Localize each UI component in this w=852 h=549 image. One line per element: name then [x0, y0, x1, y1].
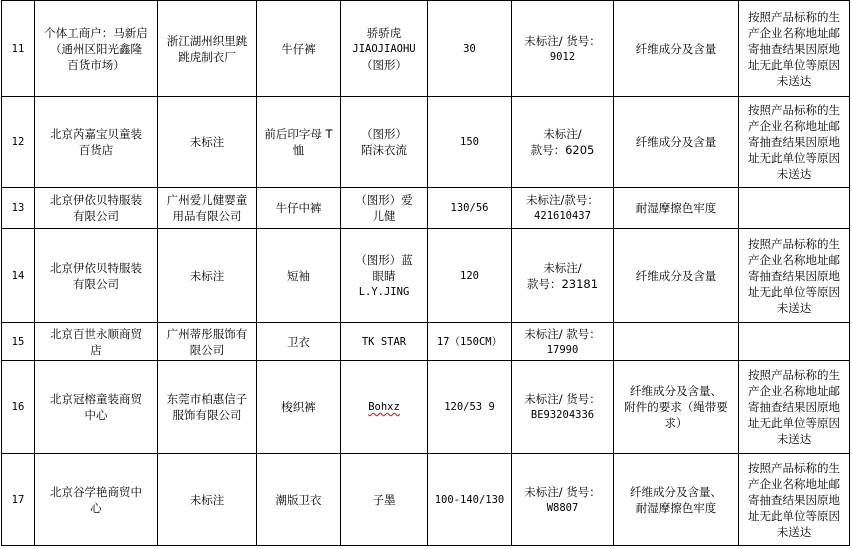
seller-name-text: 店	[90, 342, 102, 357]
batch-number-text: 17990	[546, 343, 579, 356]
spec-model-cell	[428, 454, 512, 546]
batch-number-cell	[512, 97, 614, 188]
remarks-cell	[739, 1, 850, 97]
batch-number-text: 未标注/款号：	[526, 193, 599, 207]
spec-model-text: 120/53 9	[444, 401, 495, 413]
nonconforming-item-text: 附件的要求（绳带要	[624, 400, 728, 414]
manufacturer-name-cell	[158, 229, 257, 323]
batch-number-text: 421610437	[534, 210, 591, 222]
brand-name-cell	[341, 361, 428, 454]
manufacturer-name-text: 未标注	[189, 268, 225, 283]
row-number-text: 13	[11, 202, 25, 214]
remarks-text: 寄抽查结果因原地	[748, 400, 840, 414]
spec-model-cell	[428, 97, 512, 188]
product-name-text: 恤	[292, 143, 305, 157]
table-row	[2, 323, 850, 361]
product-name-cell	[257, 361, 341, 454]
brand-name-text: 骄骄虎	[366, 25, 402, 40]
table-row	[2, 361, 850, 454]
remarks-cell	[739, 188, 850, 229]
batch-number-cell	[512, 323, 614, 361]
brand-name-text: （图形）爱	[355, 193, 413, 207]
seller-name-text: 心	[90, 500, 102, 515]
remarks-text: 产企业名称地址邮	[748, 384, 840, 398]
spec-model-cell	[428, 188, 512, 229]
remarks-text: 未送达	[776, 524, 812, 539]
remarks-cell	[739, 361, 850, 454]
product-name-text: 梭织裤	[281, 400, 316, 414]
nonconforming-item-text: 求）	[664, 416, 688, 430]
manufacturer-name-text: 广州爱儿健婴童	[166, 193, 248, 207]
remarks-text: 址无此单位等原因	[748, 151, 840, 165]
manufacturer-name-text: 服饰有限公司	[172, 408, 242, 422]
seller-name-cell	[35, 97, 158, 188]
product-name-text: 前后印字母 T	[264, 127, 333, 141]
row-number-cell	[2, 188, 35, 229]
manufacturer-name-cell	[158, 361, 257, 454]
brand-name-text: 眼睛	[372, 268, 396, 283]
batch-number-text: 未标注/ 货号：	[524, 392, 601, 406]
batch-number-text: 未标注/ 货号：	[524, 484, 601, 499]
seller-name-text: 中心	[84, 408, 108, 422]
remarks-cell	[739, 454, 850, 546]
remarks-text: 址无此单位等原因	[748, 508, 840, 523]
brand-name-text: （图形）	[361, 57, 407, 72]
table-row	[2, 97, 850, 188]
seller-name-text: 北京芮嘉宝贝童装	[50, 127, 142, 141]
spec-model-cell	[428, 323, 512, 361]
seller-name-cell	[35, 323, 158, 361]
remarks-text: 按照产品标称的生	[748, 236, 840, 251]
remarks-text: 址无此单位等原因	[748, 57, 840, 72]
manufacturer-name-text: 跳虎制衣厂	[178, 49, 236, 64]
nonconforming-item-cell	[614, 361, 739, 454]
seller-name-text: 有限公司	[73, 209, 119, 223]
product-name-cell	[257, 229, 341, 323]
batch-number-text: 未标注/ 款号：	[524, 326, 601, 341]
batch-number-cell	[512, 229, 614, 323]
row-number-cell	[2, 323, 35, 361]
seller-name-text: 北京百世永顺商贸	[50, 326, 142, 341]
remarks-text: 按照产品标称的生	[748, 103, 840, 117]
row-number-cell	[2, 229, 35, 323]
remarks-text: 产企业名称地址邮	[748, 119, 840, 133]
brand-name-text: （图形）蓝	[355, 252, 413, 267]
spec-model-cell	[428, 229, 512, 323]
batch-number-text: 款号：6205	[530, 143, 595, 157]
brand-name-cell	[341, 97, 428, 188]
brand-name-text: JIAOJIAOHU	[352, 42, 416, 55]
table-row	[2, 1, 850, 97]
table-row	[2, 454, 850, 546]
remarks-text: 按照产品标称的生	[748, 460, 840, 475]
remarks-text: 寄抽查结果因原地	[748, 268, 840, 283]
row-number-text: 17	[11, 493, 25, 506]
row-number-text: 11	[11, 42, 25, 55]
seller-name-text: 北京谷学艳商贸中	[50, 484, 142, 499]
batch-number-cell	[512, 454, 614, 546]
brand-name-text: L.Y.JING	[358, 285, 410, 298]
brand-name-text: （图形）	[361, 127, 407, 141]
product-name-cell	[257, 323, 341, 361]
product-name-text: 潮版卫衣	[275, 492, 322, 507]
batch-number-cell	[512, 188, 614, 229]
remarks-text: 未送达	[776, 432, 812, 446]
brand-name-text: TK STAR	[361, 335, 407, 348]
table-row	[2, 229, 850, 323]
batch-number-text: 款号：23181	[526, 276, 599, 291]
batch-number-text: W8807	[546, 501, 579, 514]
seller-name-text: 北京伊依贝特服装	[50, 193, 142, 207]
seller-name-text: 百货店	[78, 143, 114, 157]
nonconforming-item-text: 纤维成分及含量	[635, 41, 717, 56]
seller-name-text: （通州区阳光鑫隆	[50, 41, 142, 56]
remarks-text: 寄抽查结果因原地	[748, 492, 840, 507]
brand-name-text: Bohxz	[368, 401, 400, 413]
brand-name-cell	[341, 1, 428, 97]
seller-name-cell	[35, 1, 158, 97]
seller-name-text: 个体工商户：马新启	[44, 25, 148, 40]
manufacturer-name-cell	[158, 97, 257, 188]
row-number-text: 16	[11, 401, 25, 413]
seller-name-text: 北京伊依贝特服装	[50, 260, 142, 275]
nonconforming-item-cell	[614, 188, 739, 229]
nonconforming-item-cell	[614, 454, 739, 546]
spec-model-text: 100-140/130	[434, 493, 505, 506]
seller-name-cell	[35, 454, 158, 546]
remarks-text: 寄抽查结果因原地	[748, 135, 840, 149]
batch-number-text: BE93204336	[530, 409, 595, 421]
product-name-cell	[257, 1, 341, 97]
seller-name-text: 有限公司	[73, 276, 119, 291]
row-number-cell	[2, 97, 35, 188]
manufacturer-name-cell	[158, 454, 257, 546]
seller-name-cell	[35, 229, 158, 323]
remarks-cell	[739, 323, 850, 361]
brand-name-text: 子墨	[372, 492, 396, 507]
nonconforming-item-text: 纤维成分及含量	[635, 268, 717, 283]
batch-number-text: 9012	[549, 50, 576, 63]
row-number-cell	[2, 454, 35, 546]
remarks-text: 按照产品标称的生	[748, 368, 840, 382]
manufacturer-name-text: 广州蒂彤服饰有	[166, 326, 248, 341]
manufacturer-name-text: 用品有限公司	[172, 209, 242, 223]
inspection-results-table	[1, 0, 850, 546]
product-name-cell	[257, 188, 341, 229]
seller-name-text: 北京冠榕童装商贸	[50, 392, 142, 406]
product-name-cell	[257, 454, 341, 546]
manufacturer-name-text: 未标注	[189, 492, 225, 507]
remarks-text: 产企业名称地址邮	[748, 476, 840, 491]
nonconforming-item-cell	[614, 1, 739, 97]
batch-number-cell	[512, 361, 614, 454]
manufacturer-name-text: 未标注	[189, 135, 225, 149]
remarks-text: 未送达	[776, 167, 812, 181]
nonconforming-item-text: 纤维成分及含量	[635, 135, 717, 149]
product-name-text: 牛仔裤	[281, 41, 316, 56]
row-number-cell	[2, 1, 35, 97]
batch-number-text: 未标注/	[543, 127, 582, 141]
remarks-cell	[739, 97, 850, 188]
brand-name-cell	[341, 229, 428, 323]
product-name-text: 卫衣	[287, 334, 310, 349]
brand-name-text: 儿健	[372, 209, 396, 223]
nonconforming-item-text: 耐湿摩擦色牢度	[635, 201, 717, 215]
row-number-text: 14	[11, 269, 25, 282]
spec-model-cell	[428, 1, 512, 97]
product-name-text: 短袖	[287, 268, 310, 283]
remarks-text: 产企业名称地址邮	[748, 252, 840, 267]
spec-model-text: 17（150CM）	[436, 335, 503, 348]
remarks-text: 址无此单位等原因	[748, 416, 840, 430]
row-number-text: 15	[11, 335, 25, 348]
nonconforming-item-cell	[614, 323, 739, 361]
table-body	[2, 1, 850, 546]
nonconforming-item-cell	[614, 97, 739, 188]
table-row	[2, 188, 850, 229]
brand-name-cell	[341, 323, 428, 361]
product-name-text: 牛仔中裤	[275, 201, 322, 215]
manufacturer-name-cell	[158, 1, 257, 97]
remarks-text: 未送达	[776, 300, 812, 315]
seller-name-cell	[35, 361, 158, 454]
product-name-cell	[257, 97, 341, 188]
remarks-text: 按照产品标称的生	[748, 9, 840, 24]
nonconforming-item-text: 纤维成分及含量、	[630, 384, 722, 398]
manufacturer-name-cell	[158, 323, 257, 361]
batch-number-cell	[512, 1, 614, 97]
row-number-text: 12	[11, 136, 25, 148]
batch-number-text: 未标注/	[543, 260, 582, 275]
remarks-text: 未送达	[776, 73, 812, 88]
brand-name-cell	[341, 454, 428, 546]
nonconforming-item-text: 耐湿摩擦色牢度	[635, 500, 717, 515]
manufacturer-name-text: 浙江湖州织里跳	[166, 33, 248, 48]
remarks-text: 产企业名称地址邮	[748, 25, 840, 40]
seller-name-text: 百货市场）	[67, 57, 125, 72]
remarks-text: 寄抽查结果因原地	[748, 41, 840, 56]
remarks-text: 址无此单位等原因	[748, 284, 840, 299]
spec-model-text: 130/56	[450, 202, 489, 214]
manufacturer-name-cell	[158, 188, 257, 229]
spec-model-cell	[428, 361, 512, 454]
nonconforming-item-cell	[614, 229, 739, 323]
batch-number-text: 未标注/ 货号：	[524, 33, 601, 48]
nonconforming-item-text: 纤维成分及含量、	[630, 484, 722, 499]
spec-model-text: 30	[463, 42, 476, 55]
brand-name-cell	[341, 188, 428, 229]
row-number-cell	[2, 361, 35, 454]
remarks-cell	[739, 229, 850, 323]
manufacturer-name-text: 东莞市柏惠信子	[166, 392, 248, 406]
spec-model-text: 120	[460, 269, 479, 282]
spec-model-text: 150	[460, 136, 479, 148]
seller-name-cell	[35, 188, 158, 229]
brand-name-text: 陌沫衣流	[361, 143, 407, 157]
manufacturer-name-text: 限公司	[189, 342, 225, 357]
